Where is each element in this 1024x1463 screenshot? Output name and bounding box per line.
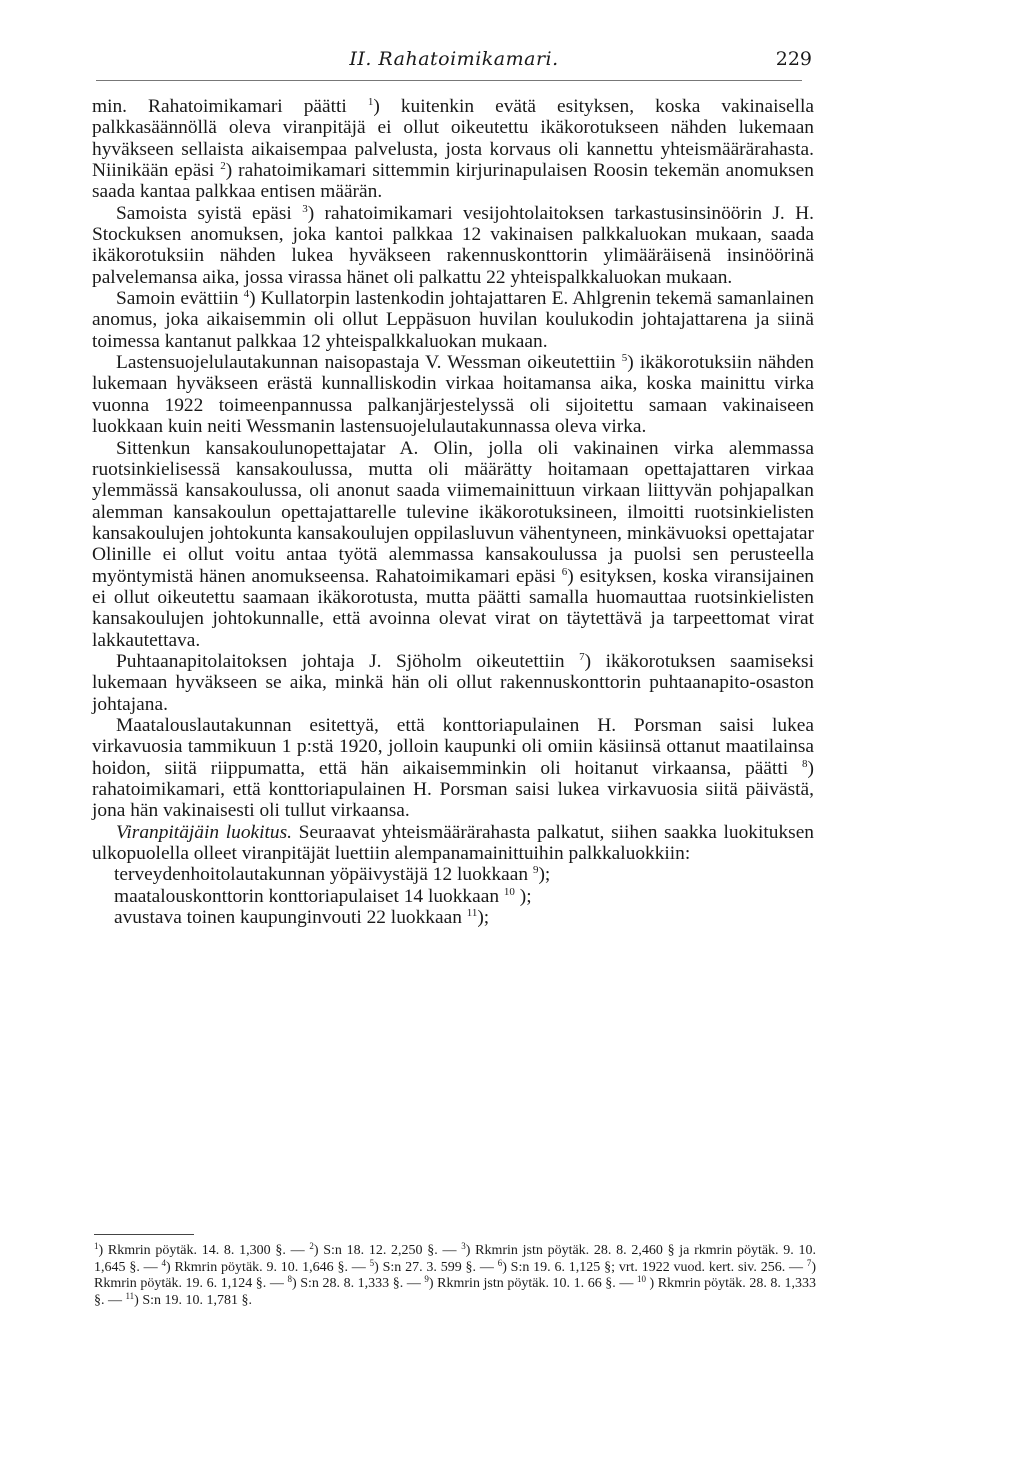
text-run: min. Rahatoimikamari päätti bbox=[92, 96, 368, 117]
text-run: ); bbox=[477, 907, 490, 929]
paragraph bbox=[92, 96, 814, 203]
text-run: Puhtaanapitolaitoksen johtaja J. Sjöholm oikeutettiin bbox=[116, 650, 580, 672]
text-run: maatalouskonttorin konttoriapulaiset 14 luokkaan bbox=[114, 885, 504, 907]
text-run: Lastensuojelulautakunnan naisopastaja V. Wessman oikeutettiin bbox=[116, 352, 622, 374]
footnote-marker: 5 bbox=[621, 352, 628, 365]
text-run: ) Rkmrin jstn pöytäk. 28. 8. 2,460 § ja rkmrin pöytäk. 9. 10. 1,645 §. — bbox=[94, 1243, 816, 1275]
footnote-marker: 2 bbox=[220, 160, 226, 173]
text-run: Sittenkun kansakoulunopettajatar A. Olin, jolla oli vakinainen virka alemmassa ruotsinkielisessä kansakoulussa, mutta oli määrätty hoitamaan opettajattaren virkaa ylemmässä kansakoulussa, oli anonut saada viimemainittuun virkaan liittyvän pohjapalkan alemman kansakoulun opettajattarelle tulevine ikäkorotuksineen, ilmoitti ruotsinkielisten kansakoulujen johtokunta kansakoulujen oppilasluvun vähentyneen, minkävuoksi opettajatar Olinille ei ollut voitu antaa työtä alemmassa kansakoulussa ja puolsi sen perusteella myöntymistä hänen anomukseensa. Rahatoimikamari epäsi bbox=[92, 437, 814, 587]
text-run: Samoista syistä epäsi bbox=[116, 202, 303, 224]
running-title: II. Rahatoimikamari. bbox=[349, 48, 559, 70]
classification-list bbox=[92, 864, 814, 928]
footnote-separator bbox=[94, 1234, 194, 1235]
text-run: ) esityksen, koska viransijainen ei ollut oikeutettu saamaan ikäkorotusta, mutta päätti samalla huomauttaa ruotsinkielisten kansakoulujen johtokunnalle, että avoinna olevat virat on täytettävä ja tarpeettomat virat lakkautettava. bbox=[92, 565, 814, 651]
paragraph bbox=[92, 352, 814, 437]
footnote-marker: 3 bbox=[461, 1241, 466, 1251]
body-text bbox=[92, 96, 814, 928]
text-run: ) Rkmrin pöytäk. 14. 8. 1,300 §. — bbox=[98, 1243, 310, 1258]
footnotes bbox=[94, 1243, 816, 1309]
text-run: Seuraavat yhteismäärärahasta palkatut, siihen saakka luokituksen ulkopuolella olleet viranpitäjät luettiin alempanamainittuihin palkkaluokkiin: bbox=[92, 821, 815, 865]
footnote-marker: 9 bbox=[424, 1274, 429, 1284]
list-item bbox=[114, 907, 814, 928]
footnote-marker: 11 bbox=[466, 907, 478, 920]
footnote-marker: 10 bbox=[503, 885, 515, 898]
text-run: ) Rkmrin pöytäk. 19. 6. 1,124 §. — bbox=[94, 1259, 817, 1291]
text-run: ) rahatoimikamari, että konttoriapulainen H. Porsman saisi lukea virkavuosia siitä päivästä, jona hän vakinaisesti oli tullut virkaansa. bbox=[92, 757, 814, 822]
footnote-marker: 4 bbox=[243, 288, 250, 301]
footnote-marker: 7 bbox=[806, 1257, 812, 1268]
footnote-marker: 7 bbox=[579, 650, 585, 663]
text-run: terveydenhoitolautakunnan yöpäivystäjä 12 luokkaan bbox=[114, 864, 533, 886]
footnote-marker: 6 bbox=[497, 1257, 503, 1268]
text-run: Maatalouslautakunnan esitettyä, että konttoriapulainen H. Porsman saisi lukea virkavuosia tammikuun 1 p:stä 1920, jolloin kaupunki oli omiin käsiinsä ottanut maatilainsa hoidon, siitä riippumatta, että hän aikaisemminkin oli hoitanut virkaansa, päätti bbox=[92, 714, 814, 779]
text-run: ) rahatoimikamari vesijohtolaitoksen tarkastusinsinöörin J. H. Stockuksen anomuksen, joka kantoi palkkaa 12 vakinaisen palkkaluokan mukaan, saada ikäkorotuksiin nähden lukea hyväkseen rakennuskonttorin ylimääräisenä insinöörinä palvelemansa aika, jossa virassa hänet oli palkattu 22 yhteispalkkaluokan mukaan. bbox=[92, 202, 814, 288]
footnote-marker: 6 bbox=[561, 565, 568, 578]
footnote-marker: 2 bbox=[309, 1241, 314, 1251]
header-rule bbox=[96, 80, 802, 81]
footnote-marker: 3 bbox=[302, 202, 308, 215]
text-run: ) rahatoimikamari sittemmin kirjurinapulaisen Roosin tekemän anomuksen saada kantaa palkkaa entisen määrän. bbox=[92, 160, 814, 203]
text-run: ) kuitenkin evätä esityksen, koska vakinaisella palkkasäännöllä oleva viranpitäjä ei ollut oikeutettu ikäkorotukseen nähden lukemaan hyväkseen sellaista aikaisempaa palvelusta, josta korvaus oli kannettu yhteismäärärahasta. Niinikään epäsi bbox=[92, 96, 814, 182]
text-run: ) S:n 19. 10. 1,781 §. bbox=[134, 1292, 253, 1308]
text-run: ) ikäkorotuksen saamiseksi lukemaan hyväkseen se aika, minkä hän oli ollut rakennuskonttorin puhtaanapito-osaston johtajana. bbox=[92, 650, 814, 715]
running-header bbox=[96, 48, 812, 82]
footnote-marker: 8 bbox=[802, 757, 808, 770]
footnote-marker: 8 bbox=[287, 1274, 292, 1284]
paragraph bbox=[92, 288, 814, 352]
text-run: ); bbox=[538, 864, 551, 886]
paragraph bbox=[92, 203, 814, 288]
text-run: ) S:n 27. 3. 599 §. — bbox=[374, 1259, 498, 1275]
text-run: ) Kullatorpin lastenkodin johtajattaren E. Ahlgrenin tekemä samanlainen anomus, joka aikaisemmin oli ollut Leppäsuon huvilan koulukodin johtajattarena ja siinä toimessa kantanut palkkaa 12 yhteispalkkaluokan mukaan. bbox=[92, 288, 814, 352]
footnote-marker: 5 bbox=[369, 1257, 375, 1268]
footnote-marker: 11 bbox=[125, 1290, 135, 1301]
text-run: Samoin evättiin bbox=[116, 288, 244, 310]
text-run: ) S:n 28. 8. 1,333 §. — bbox=[291, 1276, 425, 1291]
text-run: ) Rkmrin pöytäk. 9. 10. 1,646 §. — bbox=[165, 1259, 370, 1275]
text-run: ) Rkmrin pöytäk. 28. 8. 1,333 §. — bbox=[94, 1276, 817, 1308]
paragraph bbox=[92, 715, 814, 822]
list-item bbox=[114, 864, 814, 885]
footnote-marker: 9 bbox=[532, 864, 539, 877]
text-run: avustava toinen kaupunginvouti 22 luokkaan bbox=[114, 907, 467, 929]
paragraph bbox=[92, 438, 814, 651]
text-run: ) S:n 18. 12. 2,250 §. — bbox=[313, 1243, 462, 1258]
footnote-marker: 1 bbox=[367, 96, 374, 108]
list-item bbox=[114, 886, 814, 907]
text-run: ); bbox=[514, 885, 532, 907]
text-run: ) Rkmrin jstn pöytäk. 10. 1. 66 §. — bbox=[428, 1276, 637, 1291]
footnote-marker: 4 bbox=[161, 1257, 166, 1268]
paragraph bbox=[92, 822, 814, 865]
paragraph bbox=[92, 651, 814, 715]
text-run: ) S:n 19. 6. 1,125 §; vrt. 1922 vuod. kert. siv. 256. — bbox=[502, 1259, 807, 1275]
italic-heading: Viranpitäjäin luokitus. bbox=[116, 821, 292, 843]
text-run: ) ikäkorotuksiin nähden lukemaan hyväkseen erästä kunnalliskodin virkaa hoitamansa aika, koska mainittu virka vuonna 1922 toimeenpannussa palkanjärjestelyssä oli sijoitettu samaan vakinaiseen luokkaan kuin neiti Wessmanin lastensuojelulautakunnassa oleva virka. bbox=[92, 352, 814, 438]
footnote-marker: 1 bbox=[94, 1241, 99, 1251]
footnote-marker: 10 bbox=[636, 1274, 646, 1284]
page-number: 229 bbox=[775, 48, 812, 70]
